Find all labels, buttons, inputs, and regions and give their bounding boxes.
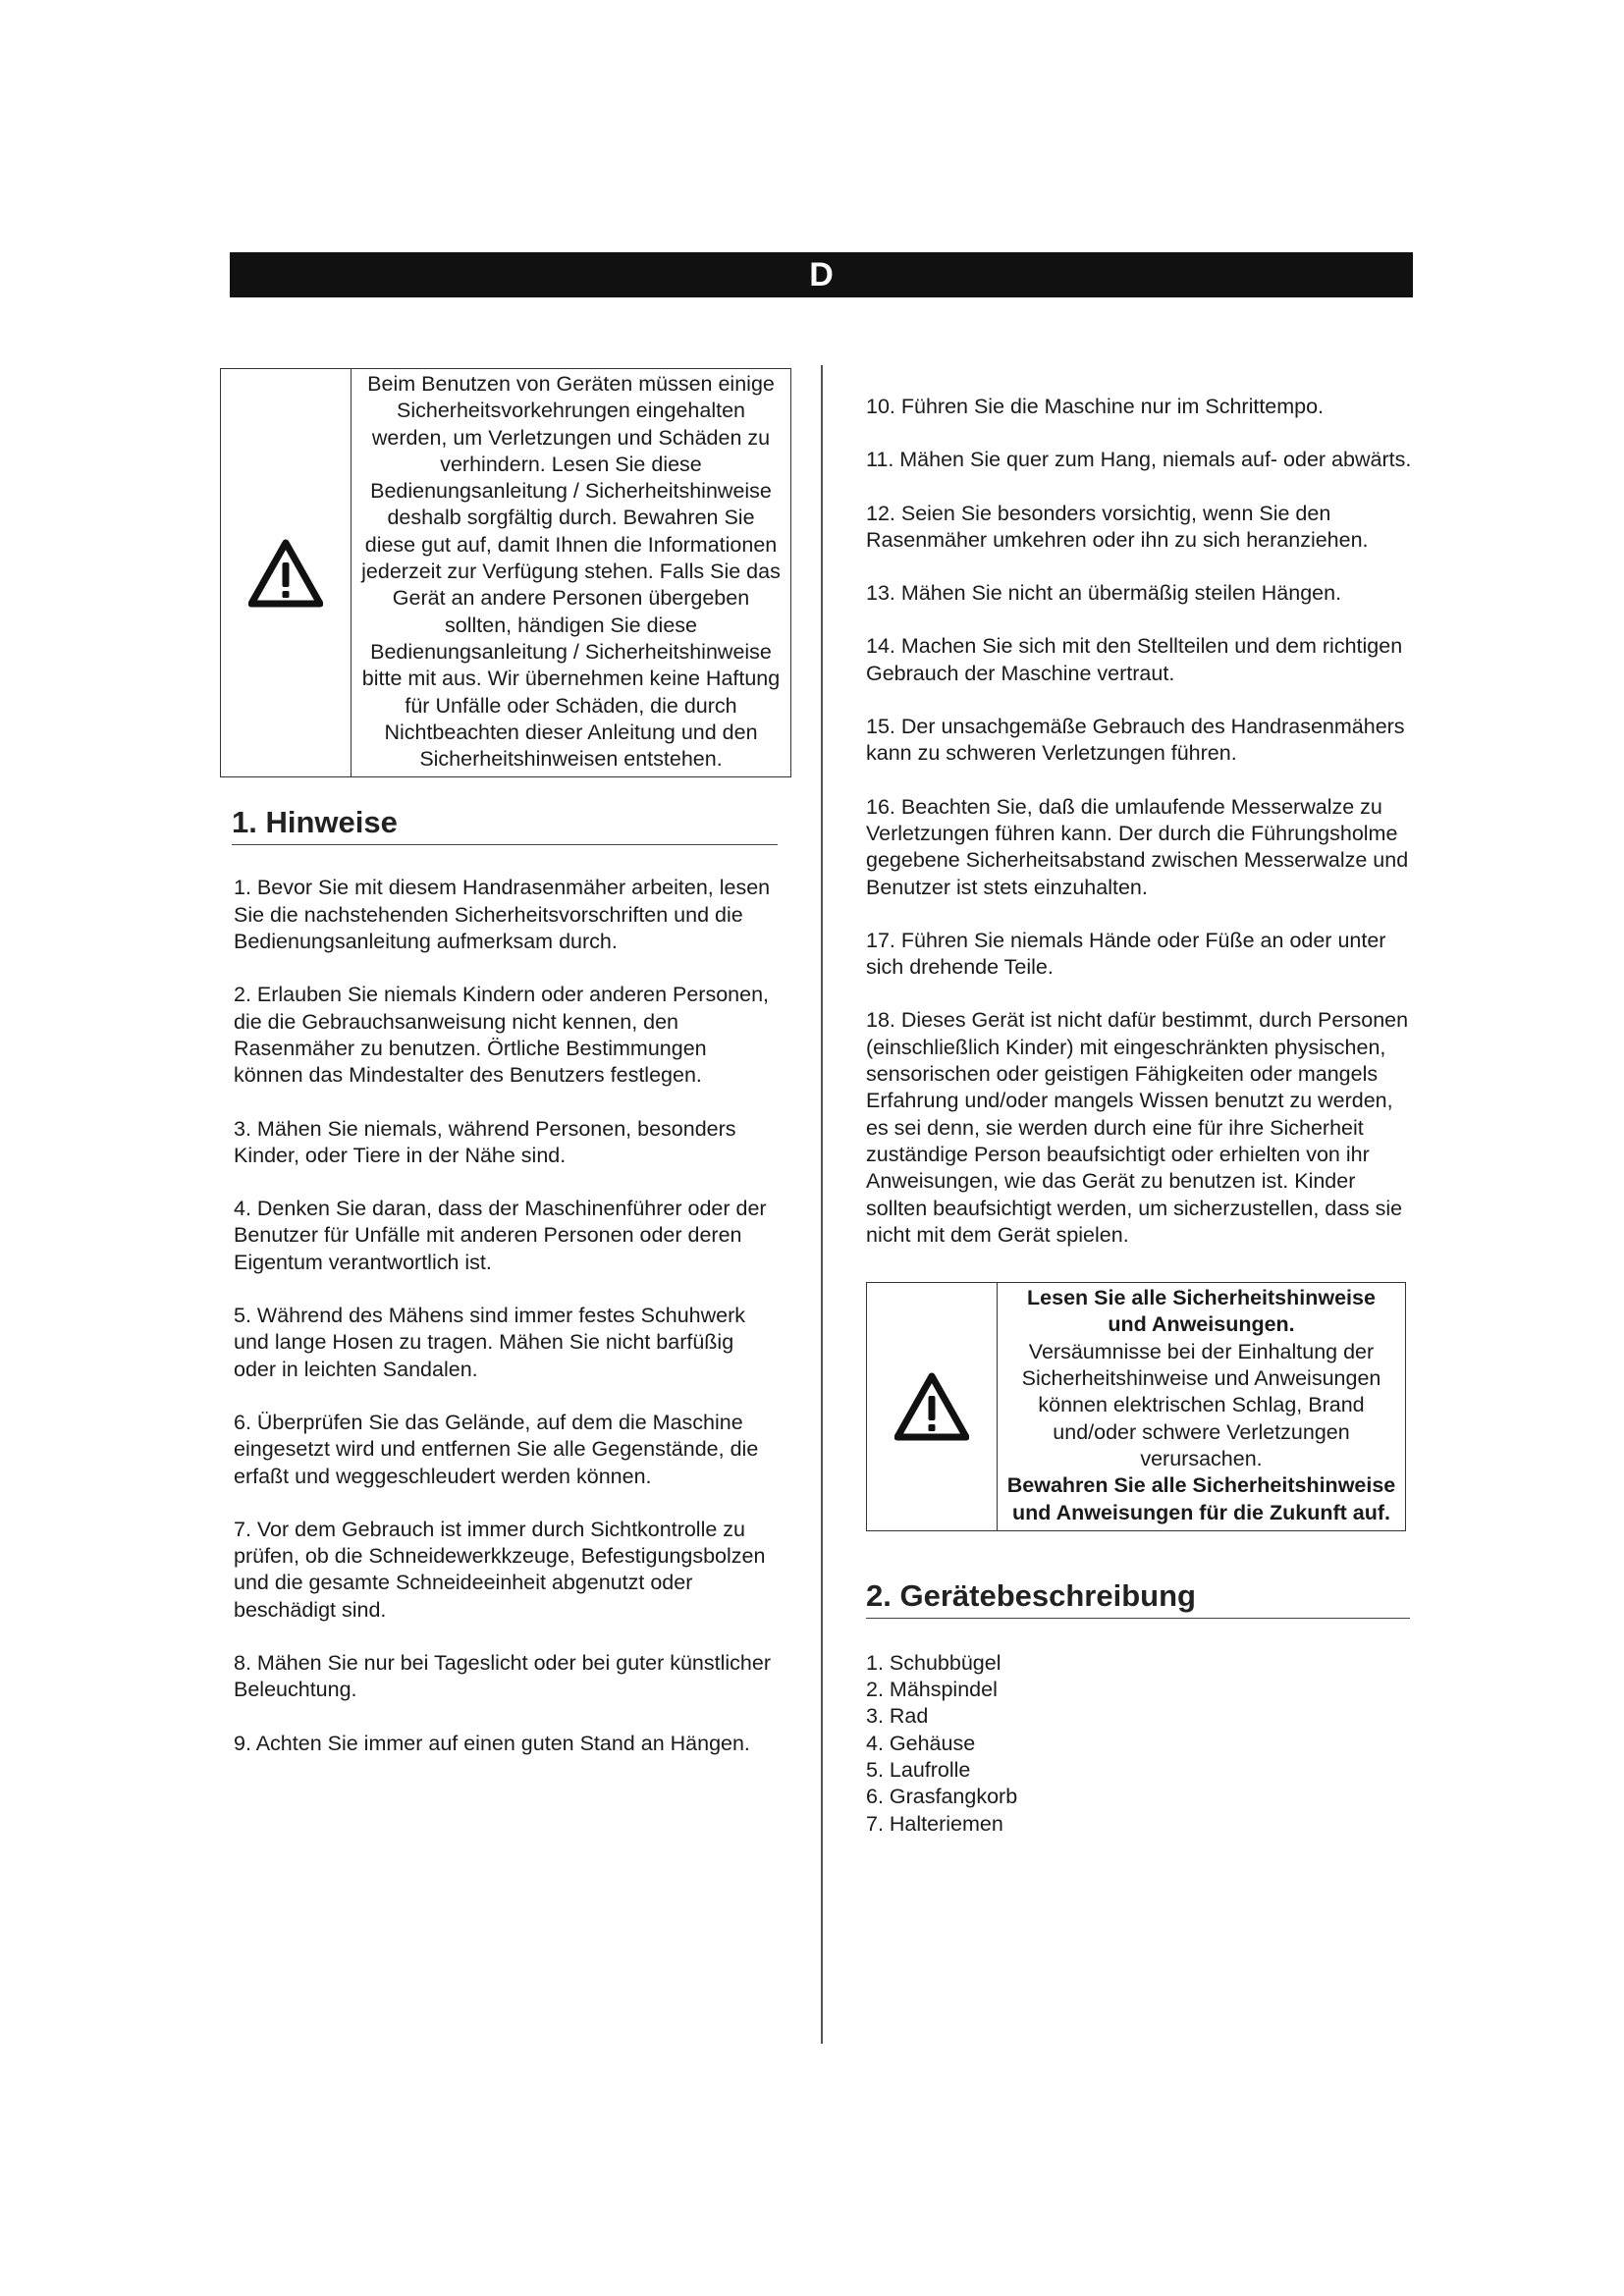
hinweis-item: 15. Der unsachgemäße Gebrauch des Handrasenmähers kann zu schweren Verletzungen führen. [866,715,1405,766]
warning-triangle-icon [248,539,323,608]
safety-warning-text: Beim Benutzen von Geräten müssen einige Sicherheitsvorkehrungen eingehalten werden, um Verletzungen und Schäden zu verhindern. Lesen Sie diese Bedienungsanleitung / Sicherheitshinweise deshalb sorgfältig durch. Bewahren Sie diese gut auf, damit Ihnen die Informationen jederzeit zur Verfügung stehen. Falls Sie das Gerät an andere Personen übergeben sollten, händigen Sie diese Bedienungsanleitung / Sicherheitshinweise bitte mit aus. Wir übernehmen keine Haftung für Unfälle oder Schäden, die durch Nichtbeachten dieser Anleitung und den Sicherheitshinweisen entstehen. [361,372,781,772]
left-column [220,368,789,1757]
warning-footer: Bewahren Sie alle Sicherheitshinweise und Anweisungen für die Zukunft auf. [1006,1473,1396,1524]
right-column [866,368,1416,1838]
hinweis-item: 3. Mähen Sie niemals, während Personen, besonders Kinder, oder Tiere in der Nähe sind. [234,1116,736,1167]
section-title-geraetebeschreibung: 2. Gerätebeschreibung [866,1578,1410,1619]
hinweis-item: 9. Achten Sie immer auf einen guten Stand an Hängen. [234,1731,750,1755]
hinweis-item: 11. Mähen Sie quer zum Hang, niemals auf- oder abwärts. [866,448,1412,472]
list-item: 7. Halteriemen [866,1811,1003,1836]
hinweis-item: 1. Bevor Sie mit diesem Handrasenmäher arbeiten, lesen Sie die nachstehenden Sicherheitsvorschriften und die Bedienungsanleitung aufmerksam durch. [234,876,771,954]
language-header-bar [230,252,1413,297]
hinweis-item: 7. Vor dem Gebrauch ist immer durch Sichtkontrolle zu prüfen, ob die Schneidewerkkzeuge, Befestigungsbolzen und die gesamte Schneideeinheit abgenutzt oder beschädigt sind. [234,1517,766,1622]
section-title-hinweise: 1. Hinweise [232,805,778,845]
hinweis-item: 2. Erlauben Sie niemals Kindern oder anderen Personen, die die Gebrauchsanweisung nicht kennen, den Rasenmäher zu benutzen. Örtliche Bestimmungen können das Mindestalter des Benutzers festlegen. [234,983,770,1088]
hinweis-item: 17. Führen Sie niemals Hände oder Füße an oder unter sich drehende Teile. [866,928,1386,980]
hinweis-item: 13. Mähen Sie nicht an übermäßig steilen Hängen. [866,581,1342,606]
parts-list [866,1650,1416,1838]
hinweis-item: 5. Während des Mähens sind immer festes Schuhwerk und lange Hosen zu tragen. Mähen Sie nicht barfüßig oder in leichten Sandalen. [234,1304,746,1381]
hinweis-item: 12. Seien Sie besonders vorsichtig, wenn Sie den Rasenmäher umkehren oder ihn zu sich heranziehen. [866,501,1369,552]
column-divider [821,365,823,2044]
instructions-warning-box [866,1282,1406,1531]
list-item: 1. Schubbügel [866,1650,1001,1675]
list-item: 2. Mähspindel [866,1678,998,1702]
safety-warning-box [220,368,791,777]
warning-triangle-icon [894,1372,969,1441]
language-code: D [809,256,834,294]
hinweis-item: 8. Mähen Sie nur bei Tageslicht oder bei guter künstlicher Beleuchtung. [234,1650,771,1702]
list-item: 6. Grasfangkorb [866,1785,1018,1809]
hinweis-item: 4. Denken Sie daran, dass der Maschinenführer oder der Benutzer für Unfälle mit anderen Personen oder deren Eigentum verantwortlich ist. [234,1197,767,1274]
list-item: 5. Laufrolle [866,1757,971,1782]
hinweis-item: 16. Beachten Sie, daß die umlaufende Messerwalze zu Verletzungen führen kann. Der durch die Führungsholme gegebene Sicherheitsabstand zwischen Messerwalze und Benutzer ist stets einzuhalten. [866,794,1409,899]
list-item: 4. Gehäuse [866,1731,976,1755]
list-item: 3. Rad [866,1704,929,1729]
instructions-warning-text [998,1283,1405,1530]
warning-heading: Lesen Sie alle Sicherheitshinweise und Anweisungen. [1027,1286,1376,1337]
hinweis-item: 6. Überprüfen Sie das Gelände, auf dem die Maschine eingesetzt wird und entfernen Sie alle Gegenstände, die erfaßt und weggeschleudert werden können. [234,1410,759,1488]
hinweis-item: 10. Führen Sie die Maschine nur im Schrittempo. [866,395,1325,418]
hinweis-item: 14. Machen Sie sich mit den Stellteilen und dem richtigen Gebrauch der Maschine vertraut. [866,634,1403,685]
hinweis-item: 18. Dieses Gerät ist nicht dafür bestimmt, durch Personen (einschließlich Kinder) mit eingeschränkten physischen, sensorischen oder geistigen Fähigkeiten oder mangels Erfahrung und/oder mangels Wissen benutzt zu werden, es sei denn, sie werden durch eine für ihre Sicherheit zuständige Person beaufsichtigt oder erhielten von ihr Anweisungen, wie das Gerät zu benutzen ist. Kinder sollten beaufsichtigt werden, um sicherzustellen, dass sie nicht mit dem Gerät spielen. [866,1008,1409,1247]
warning-body: Versäumnisse bei der Einhaltung der Sicherheitshinweise und Anweisungen können elektrischen Schlag, Brand und/oder schwere Verletzungen verursachen. [1021,1339,1381,1470]
warning-icon-cell [867,1283,998,1530]
warning-icon-cell [221,369,352,776]
